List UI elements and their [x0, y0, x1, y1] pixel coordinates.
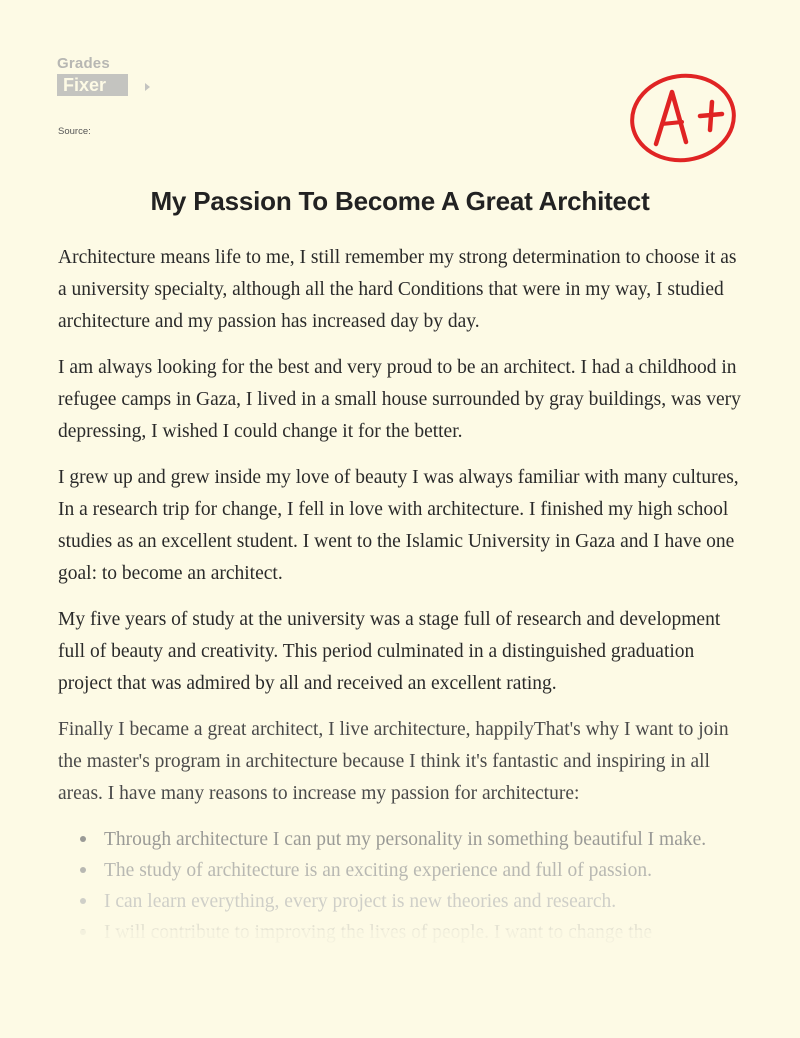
paragraph: I am always looking for the best and very proud to be an architect. I had a childhood in refugee camps in Gaza, I lived in a small house surrounded by gray buildings, was very depressing, I wished I could change it for the better. — [58, 357, 741, 442]
bullet-icon — [80, 836, 86, 842]
paragraph: I grew up and grew inside my love of beauty I was always familiar with many cultures, In a research trip for change, I fell in love with architecture. I finished my high school studies as an excellent student. I went to the Islamic University in Gaza and I have one goal: to become an architect. — [58, 467, 739, 584]
source-label: Source: — [58, 126, 91, 137]
essay-body — [58, 242, 748, 948]
logo-top-text: Grades — [57, 55, 110, 72]
logo-box-text: Fixer — [57, 74, 128, 96]
content-fade-overlay — [0, 930, 800, 1038]
paragraph: Finally I became a great architect, I live architecture, happilyThat's why I want to join the master's program in architecture because I think it's fantastic and inspiring in all areas. I have many reasons to increase my passion for architecture: — [58, 719, 729, 804]
list-item — [76, 824, 748, 855]
list-item — [76, 886, 748, 917]
bullet-icon — [80, 898, 86, 904]
gradesfixer-logo[interactable] — [57, 56, 128, 96]
list-item-text: Through architecture I can put my personality in something beautiful I make. — [104, 829, 707, 850]
a-plus-grade-stamp — [628, 72, 740, 164]
logo-arrow-icon — [145, 83, 150, 91]
paragraph: Architecture means life to me, I still remember my strong determination to choose it as a university specialty, although all the hard Conditions that were in my way, I studied architecture and my passion has increased day by day. — [58, 247, 737, 332]
list-item — [76, 855, 748, 886]
essay-title: My Passion To Become A Great Architect — [150, 186, 650, 216]
list-item-text: The study of architecture is an exciting experience and full of passion. — [104, 860, 652, 881]
paragraph: My five years of study at the university was a stage full of research and development full of beauty and creativity. This period culminated in a distinguished graduation project that was admired by all and received an excellent rating. — [58, 609, 721, 694]
list-item-text: I can learn everything, every project is new theories and research. — [104, 891, 617, 912]
bullet-icon — [80, 867, 86, 873]
